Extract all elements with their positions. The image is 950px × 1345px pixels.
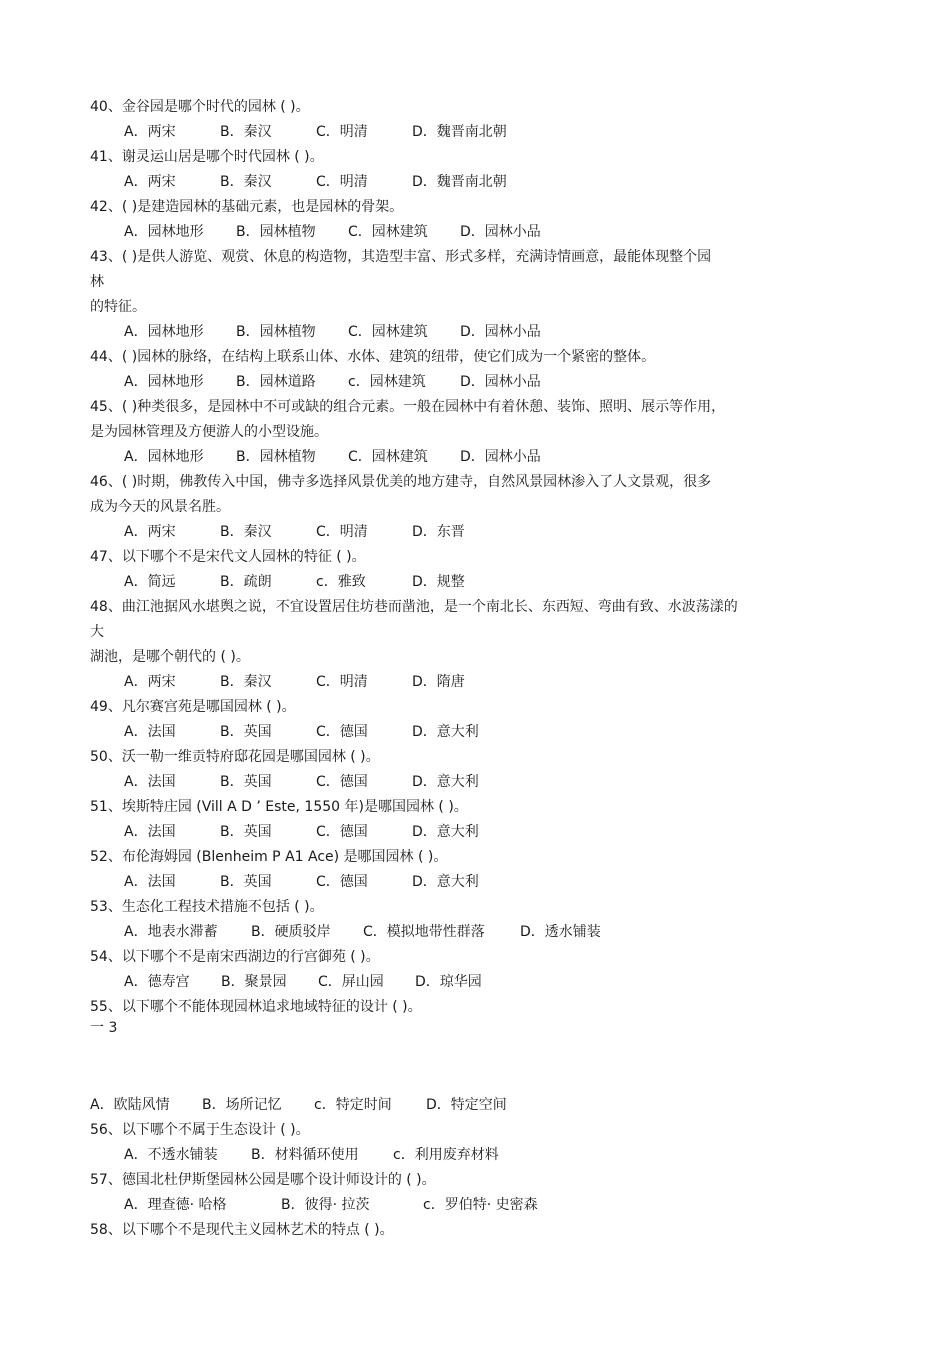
option-A: A．法国: [124, 824, 176, 840]
option-A: A．两宋: [124, 174, 176, 190]
option-A: A．园林地形: [124, 374, 204, 390]
option-C: c．特定时间: [314, 1097, 392, 1113]
question-stem: 42、( )是建造园林的基础元素，也是园林的骨架。: [90, 199, 404, 215]
option-A: A．园林地形: [124, 224, 204, 240]
option-B: B．秦汉: [220, 674, 272, 690]
option-A: A．两宋: [124, 674, 176, 690]
option-C: C．德国: [316, 874, 368, 890]
option-C: C．德国: [316, 824, 368, 840]
option-D: D．意大利: [412, 774, 479, 790]
option-A: A．地表水滞蓄: [124, 924, 218, 940]
option-A: A．不透水铺装: [124, 1147, 218, 1163]
option-D: D．园林小品: [460, 224, 541, 240]
option-A: A．园林地形: [124, 449, 204, 465]
question-stem: 56、以下哪个不属于生态设计 ( )。: [90, 1122, 310, 1138]
option-row: [124, 124, 539, 140]
option-C: C．园林建筑: [348, 324, 428, 340]
option-C: C．园林建筑: [348, 224, 428, 240]
question-stem: 45、( )种类很多，是园林中不可或缺的组合元素。一般在园林中有着休憩、装饰、照明、展示等作用，: [90, 399, 726, 415]
option-row: [124, 524, 508, 540]
option-D: D．意大利: [412, 724, 479, 740]
option-D: D．隋唐: [412, 674, 465, 690]
option-D: D．特定空间: [426, 1097, 507, 1113]
option-D: D．园林小品: [460, 324, 541, 340]
option-row: [124, 324, 572, 340]
question-stem: 43、( )是供人游览、观赏、休息的构造物，其造型丰富、形式多样，充满诗情画意，最能体现整个园: [90, 249, 712, 265]
question-stem-cont: 湖池，是哪个朝代的 ( )。: [90, 649, 250, 665]
option-row: [124, 1197, 595, 1213]
option-C: C．模拟地带性群落: [363, 924, 485, 940]
option-D: D．园林小品: [460, 374, 541, 390]
option-C: C．明清: [316, 174, 368, 190]
option-C: c．雅致: [316, 574, 366, 590]
option-D: D．透水铺装: [520, 924, 601, 940]
option-row: [124, 974, 512, 990]
question-stem: 53、生态化工程技术措施不包括 ( )。: [90, 899, 324, 915]
question-stem: 52、布伦海姆园 (Blenheim P A1 Ace) 是哪国园林 ( )。: [90, 849, 448, 865]
option-B: B．园林植物: [236, 449, 316, 465]
question-stem-cont: 成为今天的风景名胜。: [90, 499, 230, 515]
option-B: B．英国: [220, 874, 272, 890]
question-stem: 57、德国北杜伊斯堡园林公园是哪个设计师设计的 ( )。: [90, 1172, 436, 1188]
option-A: A．法国: [124, 774, 176, 790]
question-stem: 54、以下哪个不是南宋西湖边的行宫御苑 ( )。: [90, 949, 380, 965]
option-row: [124, 774, 509, 790]
option-B: B．聚景园: [221, 974, 287, 990]
option-row: [124, 1147, 535, 1163]
question-stem-cont: 的特征。: [90, 299, 146, 315]
option-D: D．园林小品: [460, 449, 541, 465]
question-stem: 48、曲江池据风水堪舆之说，不宜设置居住坊巷而凿池，是一个南北长、东西短、弯曲有致、水波荡漾的: [90, 599, 738, 615]
question-stem: 51、埃斯特庄园 (Vill A D ’ Este, 1550 年)是哪国园林 ( )。: [90, 799, 468, 815]
option-B: B．秦汉: [220, 174, 272, 190]
option-row: [124, 374, 572, 390]
option-B: B．园林道路: [236, 374, 316, 390]
option-C: C．明清: [316, 524, 368, 540]
question-stem: 46、( )时期，佛教传入中国，佛寺多选择风景优美的地方建寺，自然风景园林渗入了人文景观，很多: [90, 474, 712, 490]
option-B: B．秦汉: [220, 524, 272, 540]
option-row: [90, 1097, 538, 1113]
question-stem: 47、以下哪个不是宋代文人园林的特征 ( )。: [90, 549, 366, 565]
option-A: A．园林地形: [124, 324, 204, 340]
option-B: B．英国: [220, 774, 272, 790]
option-B: B．英国: [220, 724, 272, 740]
option-B: B．彼得· 拉茨: [281, 1197, 370, 1213]
option-C: C．明清: [316, 674, 368, 690]
option-C: C．德国: [316, 724, 368, 740]
option-B: B．材料循环使用: [251, 1147, 359, 1163]
option-row: [124, 874, 509, 890]
question-stem: 44、( )园林的脉络，在结构上联系山体、水体、建筑的纽带，使它们成为一个紧密的整体。: [90, 349, 656, 365]
option-A: A．欧陆风情: [90, 1097, 170, 1113]
option-A: A．理查德· 哈格: [124, 1197, 227, 1213]
option-B: B．场所记忆: [202, 1097, 282, 1113]
option-row: [124, 449, 572, 465]
option-B: B．园林植物: [236, 224, 316, 240]
option-D: D．意大利: [412, 874, 479, 890]
option-D: D．琼华园: [415, 974, 482, 990]
page-number: 一 3: [90, 1020, 118, 1036]
option-D: D．意大利: [412, 824, 479, 840]
option-C: C．德国: [316, 774, 368, 790]
option-A: A．简远: [124, 574, 176, 590]
question-stem: 55、以下哪个不能体现园林追求地域特征的设计 ( )。: [90, 999, 422, 1015]
question-stem: 49、凡尔赛宫苑是哪国园林 ( )。: [90, 699, 296, 715]
option-A: A．德寿宫: [124, 974, 190, 990]
option-C: c．罗伯特· 史密森: [423, 1197, 538, 1213]
option-A: A．两宋: [124, 124, 176, 140]
question-stem-cont: 大: [90, 624, 104, 640]
option-C: C．屏山园: [318, 974, 384, 990]
question-stem-cont: 林: [90, 274, 104, 290]
option-D: D．规整: [412, 574, 465, 590]
option-row: [124, 724, 509, 740]
option-B: B．疏朗: [220, 574, 272, 590]
option-row: [124, 174, 539, 190]
question-stem: 58、以下哪个不是现代主义园林艺术的特点 ( )。: [90, 1222, 394, 1238]
option-A: A．两宋: [124, 524, 176, 540]
question-stem: 41、谢灵运山居是哪个时代园林 ( )。: [90, 149, 324, 165]
option-C: c．利用废弃材料: [393, 1147, 499, 1163]
option-row: [124, 674, 508, 690]
option-row: [124, 924, 632, 940]
question-stem: 50、沃一勒一维贡特府邸花园是哪国园林 ( )。: [90, 749, 380, 765]
option-B: B．英国: [220, 824, 272, 840]
option-C: C．园林建筑: [348, 449, 428, 465]
option-row: [124, 574, 508, 590]
option-row: [124, 224, 572, 240]
option-C: c．园林建筑: [348, 374, 426, 390]
option-D: D．魏晋南北朝: [412, 174, 507, 190]
option-B: B．园林植物: [236, 324, 316, 340]
option-D: D．魏晋南北朝: [412, 124, 507, 140]
option-B: B．秦汉: [220, 124, 272, 140]
question-stem-cont: 是为园林管理及方便游人的小型设施。: [90, 424, 328, 440]
option-B: B．硬质驳岸: [251, 924, 331, 940]
option-row: [124, 824, 509, 840]
option-C: C．明清: [316, 124, 368, 140]
option-A: A．法国: [124, 874, 176, 890]
option-A: A．法国: [124, 724, 176, 740]
option-D: D．东晋: [412, 524, 465, 540]
question-stem: 40、金谷园是哪个时代的园林 ( )。: [90, 99, 310, 115]
